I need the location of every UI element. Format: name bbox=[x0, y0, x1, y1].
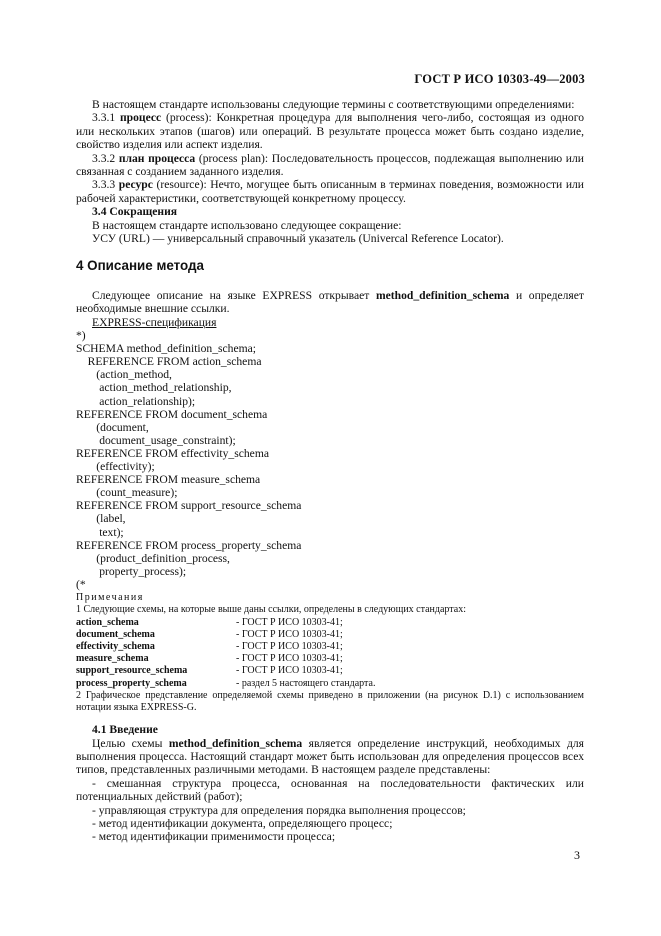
paragraph-text: является определение инструкций, необходимых для выполнения процесса. Настоящий стандарт может быть использован для определения процессов всех типов, представленных различными методами. В настоящем разделе представлены: bbox=[76, 736, 584, 777]
section-4-1-heading: 4.1 Введение bbox=[92, 723, 158, 737]
term-name: ресурс bbox=[118, 178, 153, 192]
express-spec-label-text: EXPRESS-спецификация bbox=[92, 315, 217, 329]
code-line: REFERENCE FROM measure_schema bbox=[76, 473, 261, 487]
document-header: ГОСТ Р ИСО 10303-49—2003 bbox=[414, 72, 585, 86]
paragraph-text: Целью схемы bbox=[92, 736, 163, 750]
code-line: *) bbox=[76, 329, 86, 343]
code-line: (* bbox=[76, 577, 86, 591]
code-line: REFERENCE FROM support_resource_schema bbox=[76, 499, 302, 513]
ref-row bbox=[76, 617, 584, 629]
ref-row bbox=[76, 629, 584, 641]
section-4-intro bbox=[76, 289, 584, 316]
ref-standard: - ГОСТ Р ИСО 10303-41; bbox=[236, 628, 343, 640]
ref-schema-name: action_schema bbox=[76, 616, 139, 628]
ref-row bbox=[76, 653, 584, 665]
schema-name: method_definition_schema bbox=[168, 736, 303, 750]
term-name: план процесса bbox=[118, 151, 196, 165]
code-line: action_method_relationship, bbox=[76, 381, 232, 395]
abbr-line-2: УСУ (URL) — универсальный справочный указатель (Univercal Reference Locator). bbox=[92, 232, 504, 246]
code-line: (effectivity); bbox=[76, 460, 155, 474]
ref-standard: - раздел 5 настоящего стандарта. bbox=[236, 677, 376, 689]
intro-text: и определяет необходимые внешние ссылки. bbox=[76, 288, 584, 316]
section-4-1-paragraph bbox=[76, 737, 584, 777]
page-content bbox=[76, 98, 584, 844]
ref-schema-name: process_property_schema bbox=[76, 677, 187, 689]
code-line: SCHEMA method_definition_schema; bbox=[76, 342, 257, 356]
express-code-block bbox=[76, 329, 584, 591]
code-line: REFERENCE FROM action_schema bbox=[76, 355, 262, 369]
intro-text: Следующее описание на языке EXPRESS открывает bbox=[92, 288, 370, 302]
list-item: - управляющая структура для определения порядка выполнения процессов; bbox=[92, 803, 466, 817]
term-number: 3.3.1 bbox=[92, 111, 116, 125]
list-item: - метод идентификации документа, определяющего процесс; bbox=[92, 817, 393, 831]
code-line: (count_measure); bbox=[76, 486, 178, 500]
term-3-3-2 bbox=[76, 152, 584, 179]
code-line: REFERENCE FROM effectivity_schema bbox=[76, 446, 269, 460]
note-2: 2 Графическое представление определяемой схемы приведено в приложении (на рисунок D.1) с использованием нотации языка EXPRESS-G. bbox=[76, 689, 584, 713]
page-number: 3 bbox=[574, 848, 580, 862]
term-3-3-3 bbox=[76, 178, 584, 205]
ref-schema-name: support_resource_schema bbox=[76, 665, 188, 677]
ref-row bbox=[76, 665, 584, 677]
list-item: - смешанная структура процесса, основанная на последовательности фактических или потенциальных действий (работ); bbox=[76, 776, 584, 804]
code-line: action_relationship); bbox=[76, 394, 196, 408]
ref-row bbox=[76, 678, 584, 690]
code-line: REFERENCE FROM process_property_schema bbox=[76, 538, 302, 552]
section-4-heading: 4 Описание метода bbox=[76, 258, 204, 274]
notes-title: Примечания bbox=[76, 591, 144, 603]
schema-name: method_definition_schema bbox=[375, 288, 510, 302]
note-1: 1 Следующие схемы, на которые выше даны ссылки, определены в следующих стандартах: bbox=[76, 604, 467, 616]
term-number: 3.3.3 bbox=[92, 178, 116, 192]
code-line: (product_definition_process, bbox=[76, 551, 230, 565]
term-definition: (process plan): Последовательность процессов, подлежащая выполнению или связанная с созданием заданного изделия. bbox=[76, 151, 585, 179]
express-spec-label bbox=[76, 316, 584, 329]
term-3-3-1 bbox=[76, 111, 584, 151]
ref-schema-name: effectivity_schema bbox=[76, 640, 155, 652]
ref-row bbox=[76, 641, 584, 653]
ref-standard: - ГОСТ Р ИСО 10303-41; bbox=[236, 616, 343, 628]
term-definition: (resource): Нечто, могущее быть описанным в терминах поведения, возможности или рабочей характеристики, соответствующей конкретному процессу. bbox=[76, 178, 585, 205]
ref-standard: - ГОСТ Р ИСО 10303-41; bbox=[236, 665, 343, 677]
abbr-heading: 3.4 Сокращения bbox=[92, 205, 178, 219]
term-definition: (process): Конкретная процедура для выполнения чего-либо, состоящая из одного или нескольких этапов (шагов) или операций. В результате процесса может быть создано изделие, свойство изделия или аспект изделия. bbox=[76, 111, 584, 152]
code-line: document_usage_constraint); bbox=[76, 433, 236, 447]
code-line: (label, bbox=[76, 512, 126, 526]
code-line: text); bbox=[76, 525, 124, 539]
code-line: (document, bbox=[76, 420, 149, 434]
terms-intro: В настоящем стандарте использованы следующие термины с соответствующими определениями: bbox=[92, 98, 575, 111]
ref-standard: - ГОСТ Р ИСО 10303-41; bbox=[236, 640, 343, 652]
code-line: property_process); bbox=[76, 564, 187, 578]
ref-schema-name: document_schema bbox=[76, 628, 155, 640]
term-number: 3.3.2 bbox=[92, 151, 116, 165]
ref-schema-name: measure_schema bbox=[76, 653, 149, 665]
code-line: (action_method, bbox=[76, 368, 172, 382]
list-item: - метод идентификации применимости процесса; bbox=[92, 830, 336, 844]
abbr-line-1: В настоящем стандарте использовано следующее сокращение: bbox=[92, 218, 402, 232]
ref-standard: - ГОСТ Р ИСО 10303-41; bbox=[236, 653, 343, 665]
code-line: REFERENCE FROM document_schema bbox=[76, 407, 268, 421]
term-name: процесс bbox=[120, 111, 162, 125]
